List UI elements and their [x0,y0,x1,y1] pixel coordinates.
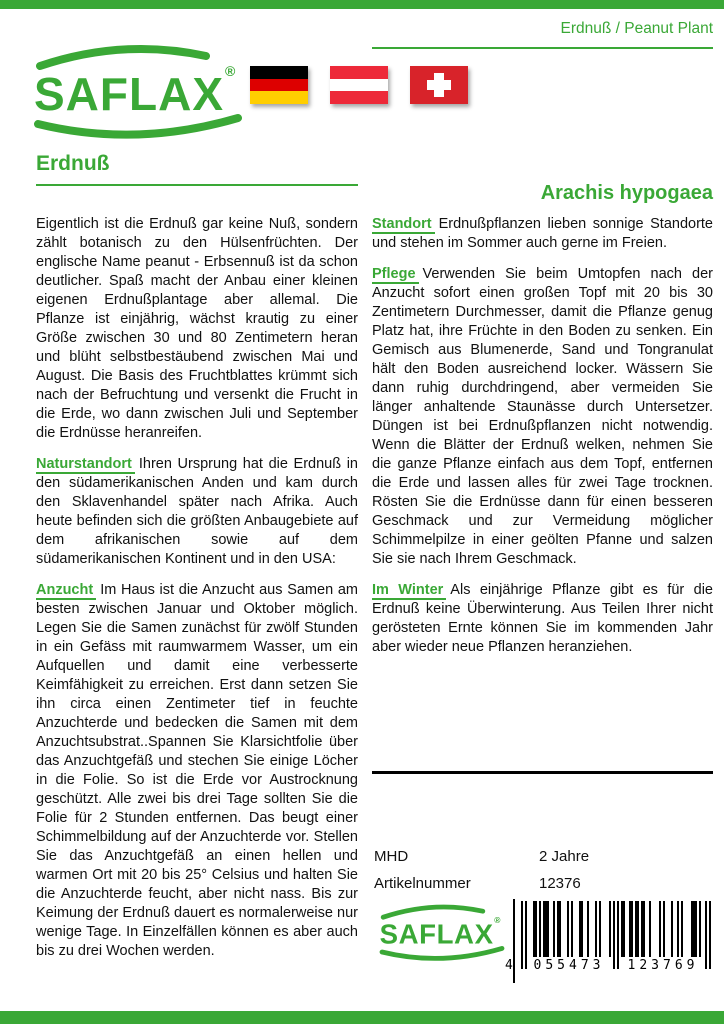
mhd-label: MHD [374,848,409,865]
section-im-winter [372,581,713,657]
flags-row [250,66,468,104]
section-label: Im Winter [372,582,446,600]
barcode-digits-left: 055473 [533,958,605,973]
saflax-logo-graphic [376,898,508,964]
flag-stripe [330,79,388,92]
mhd-value: 2 Jahre [539,848,590,865]
section-standort [372,215,713,253]
saflax-logo-graphic [28,34,248,144]
section-anzucht [36,581,358,961]
section-text: Im Haus ist die Anzucht aus Samen am besten zwischen Januar und Oktober möglich. Legen Sie die Samen zunächst für zwölf Stunden in ein Gefäss mit raumwarmem Wasser, um ein Aufquellen und damit eine verbesserte Keimfähigkeit zu erreichen. Erst dann setzen Sie ihn circa einen Zentimeter tief in feuchte Anzuchterde und bedecken die Samen mit dem Anzuchtsubstrat..Spannen Sie Klarsichtfolie über das Anzuchtgefäß und stechen Sie einige Löcher in die Folie. So ist die Erde vor Austrocknung geschützt. Alle zwei bis drei Tage sollten Sie die Folie für 2 Stunden entfernen. Das beugt einer Schimmelbildung auf der Anzuchterde vor. Stellen Sie das Anzuchtgefäß an einen hellen und warmen Ort mit 20 bis 25° Celsius und halten Sie die Anzuchterde feucht, aber nicht nass. Bis zur Keimung der Erdnuß dauert es normalerweise nur wenige Tage. In Einzelfällen können es aber auch bis zu drei Wochen werden. [36,582,358,959]
registered-mark: ® [225,63,236,79]
brush-stroke-top [383,907,483,917]
barcode-digit-prefix: 4 [505,958,513,973]
bottom-green-bar [0,1011,724,1024]
intro-paragraph: Eigentlich ist die Erdnuß gar keine Nuß, sondern zählt botanisch zu den Hülsenfrüchten. Der englische Name peanut - Erbsennuß ist da schon deutlicher. Spaß macht der Anbau einer kleinen eigenen Erdnußplantage aber allemal. Die Pflanze ist einjährig, wächst krautig zu einer Größe zwischen 30 und 80 Zentimetern heran und blüht selbstbestäubend zwischen Mai und August. Die Basis des Fruchtblattes krümmt sich nach der Befruchtung und versenkt die Frucht in die Erde, wo dann zwischen Juli und September die Erdnüsse heranreifen. [36,216,358,441]
barcode-digits-right: 123769 [627,958,699,973]
latin-name: Arachis hypogaea [540,182,713,204]
barcode-edge-line [513,899,515,983]
saflax-logo-small [376,898,508,969]
section-pflege [372,265,713,569]
section-text: Erdnußpflanzen lieben sonnige Standorte und stehen im Sommer auch gerne im Freien. [372,216,713,251]
registered-mark: ® [494,915,501,926]
section-text: Als einjährige Pflanze gibt es für die Erdnuß keine Überwinterung. Aus Teilen Ihrer nicht gerösteten Ernte können Sie im kommenden Jahr aber wieder neue Pflanzen heranziehen. [372,582,713,655]
section-label: Anzucht [36,582,96,600]
section-naturstandort [36,455,358,569]
barcode [505,901,711,987]
flag-stripe [250,79,308,92]
page-title: Erdnuß [36,152,110,175]
germany-flag [250,66,308,104]
page-header: Erdnuß / Peanut Plant [560,20,713,37]
brand-name: SAFLAX [34,68,224,120]
section-label: Pflege [372,266,419,284]
flag-stripe [250,91,308,104]
swiss-cross [427,80,451,90]
brush-stroke-bottom [382,948,502,958]
switzerland-flag [410,66,468,104]
flag-stripe [330,66,388,79]
title-divider [36,184,358,186]
section-label: Standort [372,216,435,234]
section-text: Verwenden Sie beim Umtopfen nach der Anzucht sofort einen großen Topf mit 20 bis 30 Zentimetern Durchmesser, damit die Pflanze genug Platz hat, ihre Früchte in den Boden zu senken. Ein Gemisch aus Blumenerde, Sand und Tongranulat hält den Boden ausreichend locker. Wässern Sie dann ruhig durchdringend, aber vermeiden Sie länger anhaltende Staunässe durch Untersetzer. Düngen ist bei Erdnußpflanzen nicht notwendig. Wenn die Blätter der Erdnuß welken, nehmen Sie die ganze Pflanze einfach aus dem Topf, entfernen die Erde und lassen alles für zwei Tage trocknen. Rösten Sie die Erdnüsse dann für einen besseren Geschmack und zur Vermeidung möglicher Schimmelpilze in einer geölten Pfanne und salzen Sie sie nach Ihrem Geschmack. [372,266,713,567]
austria-flag [330,66,388,104]
artikelnummer-row [374,875,714,892]
section-text: Ihren Ursprung hat die Erdnuß in den südamerikanischen Anden und kam durch den Sklavenhandel später nach Afrika. Auch heute befinden sich die größten Anbaugebiete auf dem afrikanischen sowie auf dem südamerikanischen Kontinent und in den USA: [36,456,358,567]
artikelnummer-value: 12376 [539,875,581,892]
brand-name: SAFLAX [379,918,494,950]
brush-stroke-bottom [38,118,238,135]
header-divider [372,47,713,49]
artikelnummer-label: Artikelnummer [374,875,471,892]
brush-stroke-top [40,49,206,66]
flag-stripe [250,66,308,79]
saflax-logo [28,34,248,149]
product-info [374,848,714,902]
mhd-row [374,848,714,865]
flag-stripe [330,91,388,104]
right-column [372,182,713,657]
left-column [36,152,358,961]
footer-divider [372,771,713,774]
section-label: Naturstandort [36,456,135,474]
top-green-bar [0,0,724,9]
